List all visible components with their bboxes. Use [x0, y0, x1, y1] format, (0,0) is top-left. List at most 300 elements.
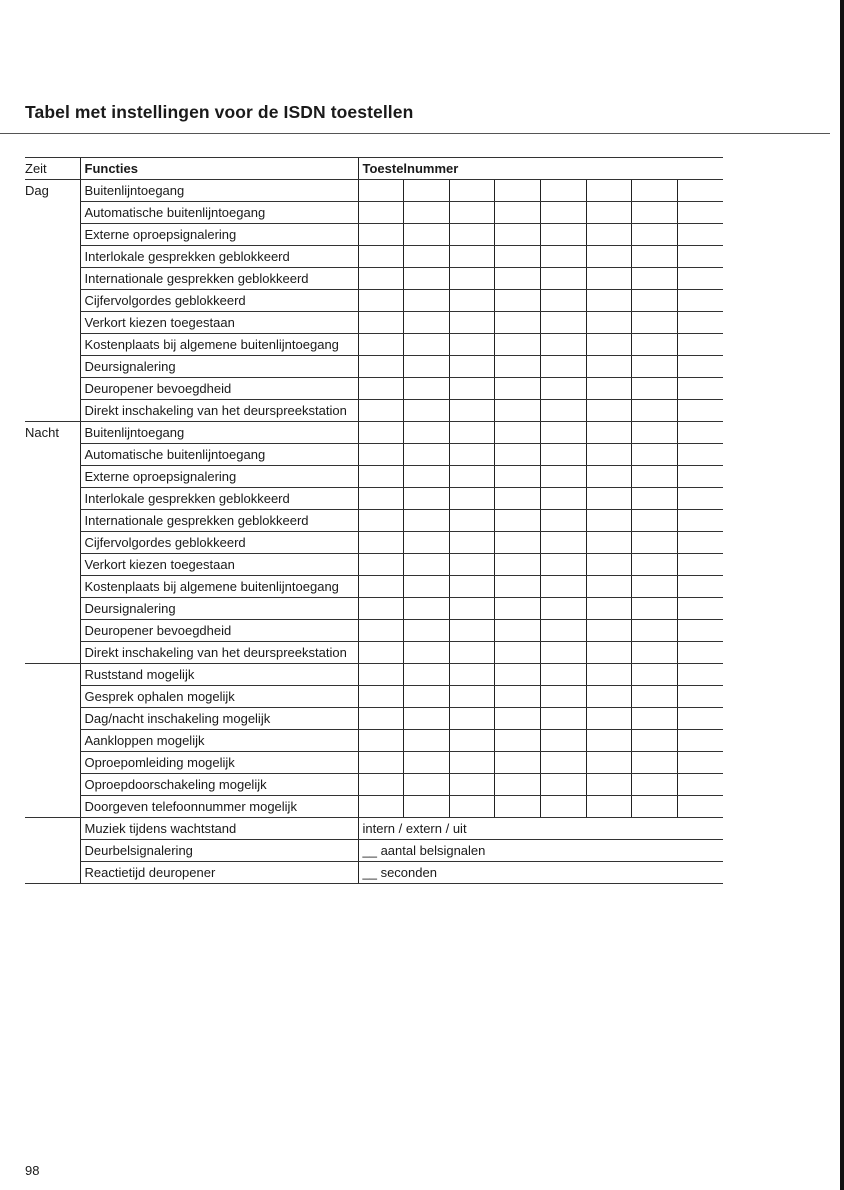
table-row — [25, 796, 723, 818]
table-row — [25, 378, 723, 400]
device-setting-cell[interactable] — [404, 444, 450, 466]
device-setting-cell[interactable] — [449, 224, 495, 246]
table-row — [25, 444, 723, 466]
zeit-cell — [25, 532, 80, 554]
device-setting-cell[interactable] — [404, 532, 450, 554]
device-setting-cell[interactable] — [495, 554, 541, 576]
device-setting-cell[interactable] — [404, 246, 450, 268]
function-label: Oproepdoorschakeling mogelijk — [80, 774, 358, 796]
device-setting-cell[interactable] — [358, 356, 404, 378]
device-setting-cell[interactable] — [495, 510, 541, 532]
device-setting-cell[interactable] — [541, 180, 587, 202]
device-setting-cell[interactable] — [541, 620, 587, 642]
device-setting-cell[interactable] — [404, 356, 450, 378]
device-setting-cell[interactable] — [449, 422, 495, 444]
device-setting-cell[interactable] — [541, 576, 587, 598]
device-setting-cell[interactable] — [449, 444, 495, 466]
device-setting-cell[interactable] — [677, 334, 723, 356]
device-setting-cell[interactable] — [404, 334, 450, 356]
device-setting-cell[interactable] — [632, 576, 678, 598]
function-label: Doorgeven telefoonnummer mogelijk — [80, 796, 358, 818]
table-row — [25, 246, 723, 268]
device-setting-cell[interactable] — [541, 444, 587, 466]
zeit-cell — [25, 576, 80, 598]
table-header-row — [25, 158, 723, 180]
device-setting-cell[interactable] — [586, 554, 632, 576]
device-setting-cell[interactable] — [404, 180, 450, 202]
device-setting-cell[interactable] — [586, 730, 632, 752]
device-setting-cell[interactable] — [449, 554, 495, 576]
device-setting-cell[interactable] — [495, 202, 541, 224]
scan-edge — [840, 0, 844, 1190]
device-setting-cell[interactable] — [541, 422, 587, 444]
device-setting-cell[interactable] — [358, 224, 404, 246]
device-setting-cell[interactable] — [495, 774, 541, 796]
device-setting-cell[interactable] — [586, 400, 632, 422]
device-setting-cell[interactable] — [404, 422, 450, 444]
device-setting-cell[interactable] — [495, 576, 541, 598]
device-setting-cell[interactable] — [541, 224, 587, 246]
device-setting-cell[interactable] — [632, 532, 678, 554]
table-row — [25, 840, 723, 862]
device-setting-cell[interactable] — [495, 686, 541, 708]
device-setting-cell[interactable] — [358, 312, 404, 334]
device-setting-cell[interactable] — [404, 290, 450, 312]
device-setting-cell[interactable] — [586, 356, 632, 378]
device-setting-cell[interactable] — [677, 246, 723, 268]
device-setting-cell[interactable] — [677, 488, 723, 510]
device-setting-cell[interactable] — [632, 444, 678, 466]
device-setting-cell[interactable] — [449, 708, 495, 730]
function-label: Internationale gesprekken geblokkeerd — [80, 510, 358, 532]
device-setting-cell[interactable] — [632, 488, 678, 510]
device-setting-cell[interactable] — [449, 774, 495, 796]
zeit-cell — [25, 796, 80, 818]
zeit-cell: Dag — [25, 183, 49, 199]
header-zeit: Zeit — [25, 158, 80, 180]
device-setting-cell[interactable] — [404, 202, 450, 224]
function-label: Kostenplaats bij algemene buitenlijntoegang — [80, 576, 358, 598]
device-setting-cell[interactable] — [677, 224, 723, 246]
device-setting-cell[interactable] — [404, 752, 450, 774]
device-setting-cell[interactable] — [358, 752, 404, 774]
device-setting-cell[interactable] — [541, 466, 587, 488]
function-label: Kostenplaats bij algemene buitenlijntoegang — [80, 334, 358, 356]
zeit-cell — [25, 510, 80, 532]
device-setting-cell[interactable] — [495, 796, 541, 818]
device-setting-cell[interactable] — [541, 598, 587, 620]
device-setting-cell[interactable] — [358, 290, 404, 312]
device-setting-cell[interactable] — [404, 796, 450, 818]
device-setting-cell[interactable] — [586, 532, 632, 554]
device-setting-cell[interactable] — [632, 202, 678, 224]
setting-value[interactable]: __ seconden — [358, 862, 723, 884]
device-setting-cell[interactable] — [449, 752, 495, 774]
device-setting-cell[interactable] — [404, 224, 450, 246]
device-setting-cell[interactable] — [677, 642, 723, 664]
device-setting-cell[interactable] — [632, 400, 678, 422]
setting-value[interactable]: intern / extern / uit — [358, 818, 723, 840]
device-setting-cell[interactable] — [632, 642, 678, 664]
device-setting-cell[interactable] — [632, 708, 678, 730]
function-label: Ruststand mogelijk — [80, 664, 358, 686]
device-setting-cell[interactable] — [632, 268, 678, 290]
device-setting-cell[interactable] — [541, 730, 587, 752]
device-setting-cell[interactable] — [358, 422, 404, 444]
device-setting-cell[interactable] — [358, 708, 404, 730]
device-setting-cell[interactable] — [404, 730, 450, 752]
device-setting-cell[interactable] — [586, 246, 632, 268]
setting-value[interactable]: __ aantal belsignalen — [358, 840, 723, 862]
device-setting-cell[interactable] — [677, 202, 723, 224]
function-label: Dag/nacht inschakeling mogelijk — [80, 708, 358, 730]
device-setting-cell[interactable] — [586, 202, 632, 224]
function-label: Externe oproepsignalering — [80, 224, 358, 246]
function-label: Verkort kiezen toegestaan — [80, 554, 358, 576]
zeit-cell — [25, 730, 80, 752]
device-setting-cell[interactable] — [404, 554, 450, 576]
device-setting-cell[interactable] — [677, 664, 723, 686]
device-setting-cell[interactable] — [632, 466, 678, 488]
table-row — [25, 708, 723, 730]
device-setting-cell[interactable] — [541, 488, 587, 510]
settings-table — [25, 157, 723, 884]
device-setting-cell[interactable] — [495, 400, 541, 422]
device-setting-cell[interactable] — [677, 708, 723, 730]
device-setting-cell[interactable] — [541, 532, 587, 554]
device-setting-cell[interactable] — [358, 774, 404, 796]
function-label: Internationale gesprekken geblokkeerd — [80, 268, 358, 290]
device-setting-cell[interactable] — [358, 620, 404, 642]
device-setting-cell[interactable] — [632, 510, 678, 532]
device-setting-cell[interactable] — [449, 180, 495, 202]
device-setting-cell[interactable] — [404, 378, 450, 400]
device-setting-cell[interactable] — [586, 444, 632, 466]
device-setting-cell[interactable] — [541, 664, 587, 686]
device-setting-cell[interactable] — [449, 268, 495, 290]
device-setting-cell[interactable] — [541, 312, 587, 334]
device-setting-cell[interactable] — [586, 488, 632, 510]
device-setting-cell[interactable] — [632, 224, 678, 246]
device-setting-cell[interactable] — [495, 246, 541, 268]
device-setting-cell[interactable] — [495, 444, 541, 466]
device-setting-cell[interactable] — [586, 466, 632, 488]
zeit-cell — [25, 246, 80, 268]
device-setting-cell[interactable] — [632, 378, 678, 400]
zeit-cell — [25, 334, 80, 356]
table-row — [25, 730, 723, 752]
page-number: 98 — [25, 1163, 40, 1178]
device-setting-cell[interactable] — [358, 334, 404, 356]
device-setting-cell[interactable] — [449, 290, 495, 312]
function-label: Automatische buitenlijntoegang — [80, 444, 358, 466]
device-setting-cell[interactable] — [586, 642, 632, 664]
device-setting-cell[interactable] — [449, 576, 495, 598]
device-setting-cell[interactable] — [541, 708, 587, 730]
device-setting-cell[interactable] — [404, 488, 450, 510]
device-setting-cell[interactable] — [449, 466, 495, 488]
device-setting-cell[interactable] — [677, 554, 723, 576]
device-setting-cell[interactable] — [358, 796, 404, 818]
device-setting-cell[interactable] — [586, 290, 632, 312]
table-row — [25, 202, 723, 224]
device-setting-cell[interactable] — [586, 620, 632, 642]
device-setting-cell[interactable] — [449, 642, 495, 664]
table-row — [25, 752, 723, 774]
device-setting-cell[interactable] — [541, 686, 587, 708]
device-setting-cell[interactable] — [449, 356, 495, 378]
device-setting-cell[interactable] — [358, 400, 404, 422]
device-setting-cell[interactable] — [586, 686, 632, 708]
device-setting-cell[interactable] — [449, 312, 495, 334]
table-row — [25, 422, 723, 444]
device-setting-cell[interactable] — [677, 752, 723, 774]
function-label: Verkort kiezen toegestaan — [80, 312, 358, 334]
device-setting-cell[interactable] — [358, 576, 404, 598]
function-label: Buitenlijntoegang — [80, 180, 358, 202]
device-setting-cell[interactable] — [404, 664, 450, 686]
device-setting-cell[interactable] — [495, 642, 541, 664]
device-setting-cell[interactable] — [541, 642, 587, 664]
device-setting-cell[interactable] — [404, 598, 450, 620]
device-setting-cell[interactable] — [677, 290, 723, 312]
device-setting-cell[interactable] — [358, 268, 404, 290]
device-setting-cell[interactable] — [358, 598, 404, 620]
device-setting-cell[interactable] — [495, 466, 541, 488]
device-setting-cell[interactable] — [404, 708, 450, 730]
device-setting-cell[interactable] — [632, 356, 678, 378]
device-setting-cell[interactable] — [449, 598, 495, 620]
zeit-cell — [25, 466, 80, 488]
device-setting-cell[interactable] — [586, 796, 632, 818]
device-setting-cell[interactable] — [677, 444, 723, 466]
device-setting-cell[interactable] — [495, 598, 541, 620]
device-setting-cell[interactable] — [495, 422, 541, 444]
device-setting-cell[interactable] — [449, 510, 495, 532]
device-setting-cell[interactable] — [495, 488, 541, 510]
zeit-cell — [25, 686, 80, 708]
device-setting-cell[interactable] — [586, 334, 632, 356]
zeit-cell — [25, 598, 80, 620]
table-row — [25, 180, 723, 202]
device-setting-cell[interactable] — [495, 312, 541, 334]
device-setting-cell[interactable] — [586, 598, 632, 620]
device-setting-cell[interactable] — [632, 686, 678, 708]
device-setting-cell[interactable] — [495, 268, 541, 290]
device-setting-cell[interactable] — [358, 444, 404, 466]
device-setting-cell[interactable] — [449, 686, 495, 708]
device-setting-cell[interactable] — [677, 378, 723, 400]
device-setting-cell[interactable] — [358, 246, 404, 268]
device-setting-cell[interactable] — [677, 686, 723, 708]
device-setting-cell[interactable] — [404, 576, 450, 598]
device-setting-cell[interactable] — [632, 796, 678, 818]
device-setting-cell[interactable] — [677, 466, 723, 488]
device-setting-cell[interactable] — [495, 334, 541, 356]
device-setting-cell[interactable] — [358, 488, 404, 510]
device-setting-cell[interactable] — [404, 774, 450, 796]
device-setting-cell[interactable] — [358, 532, 404, 554]
device-setting-cell[interactable] — [449, 202, 495, 224]
device-setting-cell[interactable] — [358, 642, 404, 664]
table-row — [25, 356, 723, 378]
device-setting-cell[interactable] — [541, 752, 587, 774]
header-toestelnummer: Toestelnummer — [358, 158, 723, 180]
device-setting-cell[interactable] — [541, 268, 587, 290]
device-setting-cell[interactable] — [677, 422, 723, 444]
table-row — [25, 554, 723, 576]
device-setting-cell[interactable] — [586, 510, 632, 532]
device-setting-cell[interactable] — [632, 774, 678, 796]
device-setting-cell[interactable] — [677, 774, 723, 796]
device-setting-cell[interactable] — [632, 290, 678, 312]
device-setting-cell[interactable] — [677, 268, 723, 290]
device-setting-cell[interactable] — [586, 576, 632, 598]
table-row — [25, 642, 723, 664]
function-label: Direkt inschakeling van het deurspreekstation — [80, 642, 358, 664]
device-setting-cell[interactable] — [449, 246, 495, 268]
device-setting-cell[interactable] — [586, 708, 632, 730]
device-setting-cell[interactable] — [495, 180, 541, 202]
device-setting-cell[interactable] — [586, 664, 632, 686]
device-setting-cell[interactable] — [632, 334, 678, 356]
device-setting-cell[interactable] — [677, 576, 723, 598]
device-setting-cell[interactable] — [677, 356, 723, 378]
function-label: Cijfervolgordes geblokkeerd — [80, 290, 358, 312]
device-setting-cell[interactable] — [541, 796, 587, 818]
zeit-cell — [25, 400, 80, 422]
device-setting-cell[interactable] — [541, 378, 587, 400]
device-setting-cell[interactable] — [677, 532, 723, 554]
device-setting-cell[interactable] — [358, 378, 404, 400]
device-setting-cell[interactable] — [358, 554, 404, 576]
device-setting-cell[interactable] — [632, 598, 678, 620]
device-setting-cell[interactable] — [632, 752, 678, 774]
device-setting-cell[interactable] — [449, 400, 495, 422]
device-setting-cell[interactable] — [404, 312, 450, 334]
device-setting-cell[interactable] — [358, 202, 404, 224]
device-setting-cell[interactable] — [495, 708, 541, 730]
table-row — [25, 620, 723, 642]
table-row — [25, 686, 723, 708]
zeit-cell: Nacht — [25, 422, 80, 444]
device-setting-cell[interactable] — [404, 466, 450, 488]
device-setting-cell[interactable] — [449, 730, 495, 752]
device-setting-cell[interactable] — [449, 796, 495, 818]
device-setting-cell[interactable] — [495, 664, 541, 686]
device-setting-cell[interactable] — [358, 466, 404, 488]
device-setting-cell[interactable] — [449, 620, 495, 642]
device-setting-cell[interactable] — [358, 510, 404, 532]
device-setting-cell[interactable] — [404, 686, 450, 708]
device-setting-cell[interactable] — [632, 620, 678, 642]
device-setting-cell[interactable] — [495, 378, 541, 400]
device-setting-cell[interactable] — [495, 730, 541, 752]
device-setting-cell[interactable] — [495, 224, 541, 246]
device-setting-cell[interactable] — [358, 180, 404, 202]
zeit-cell — [25, 708, 80, 730]
device-setting-cell[interactable] — [449, 488, 495, 510]
device-setting-cell[interactable] — [632, 554, 678, 576]
device-setting-cell[interactable] — [677, 400, 723, 422]
device-setting-cell[interactable] — [541, 246, 587, 268]
device-setting-cell[interactable] — [586, 422, 632, 444]
table-row — [25, 400, 723, 422]
device-setting-cell[interactable] — [404, 510, 450, 532]
device-setting-cell[interactable] — [449, 334, 495, 356]
device-setting-cell[interactable] — [449, 532, 495, 554]
device-setting-cell[interactable] — [677, 312, 723, 334]
device-setting-cell[interactable] — [632, 730, 678, 752]
device-setting-cell[interactable] — [632, 246, 678, 268]
device-setting-cell[interactable] — [449, 664, 495, 686]
device-setting-cell[interactable] — [358, 664, 404, 686]
device-setting-cell[interactable] — [541, 202, 587, 224]
function-label: Deurbelsignalering — [80, 840, 358, 862]
device-setting-cell[interactable] — [404, 400, 450, 422]
device-setting-cell[interactable] — [677, 796, 723, 818]
device-setting-cell[interactable] — [677, 180, 723, 202]
device-setting-cell[interactable] — [632, 312, 678, 334]
device-setting-cell[interactable] — [495, 752, 541, 774]
device-setting-cell[interactable] — [586, 378, 632, 400]
device-setting-cell[interactable] — [586, 774, 632, 796]
device-setting-cell[interactable] — [541, 510, 587, 532]
title-divider — [0, 133, 830, 134]
device-setting-cell[interactable] — [495, 356, 541, 378]
device-setting-cell[interactable] — [586, 180, 632, 202]
device-setting-cell[interactable] — [586, 224, 632, 246]
device-setting-cell[interactable] — [677, 598, 723, 620]
device-setting-cell[interactable] — [358, 686, 404, 708]
device-setting-cell[interactable] — [677, 620, 723, 642]
device-setting-cell[interactable] — [632, 664, 678, 686]
device-setting-cell[interactable] — [586, 268, 632, 290]
device-setting-cell[interactable] — [495, 620, 541, 642]
device-setting-cell[interactable] — [358, 730, 404, 752]
function-label: Oproepomleiding mogelijk — [80, 752, 358, 774]
device-setting-cell[interactable] — [677, 510, 723, 532]
device-setting-cell[interactable] — [586, 312, 632, 334]
device-setting-cell[interactable] — [541, 774, 587, 796]
device-setting-cell[interactable] — [541, 334, 587, 356]
table-row — [25, 862, 723, 884]
device-setting-cell[interactable] — [404, 642, 450, 664]
device-setting-cell[interactable] — [495, 532, 541, 554]
function-label: Buitenlijntoegang — [80, 422, 358, 444]
table-row — [25, 268, 723, 290]
device-setting-cell[interactable] — [541, 554, 587, 576]
device-setting-cell[interactable] — [677, 730, 723, 752]
zeit-cell — [25, 752, 80, 774]
zeit-cell — [25, 290, 80, 312]
device-setting-cell[interactable] — [495, 290, 541, 312]
device-setting-cell[interactable] — [632, 180, 678, 202]
function-label: Externe oproepsignalering — [80, 466, 358, 488]
function-label: Interlokale gesprekken geblokkeerd — [80, 246, 358, 268]
device-setting-cell[interactable] — [586, 752, 632, 774]
function-label: Muziek tijdens wachtstand — [80, 818, 358, 840]
device-setting-cell[interactable] — [541, 356, 587, 378]
function-label: Aankloppen mogelijk — [80, 730, 358, 752]
device-setting-cell[interactable] — [404, 268, 450, 290]
device-setting-cell[interactable] — [541, 400, 587, 422]
zeit-cell — [25, 202, 80, 224]
device-setting-cell[interactable] — [404, 620, 450, 642]
device-setting-cell[interactable] — [449, 378, 495, 400]
device-setting-cell[interactable] — [541, 290, 587, 312]
device-setting-cell[interactable] — [632, 422, 678, 444]
